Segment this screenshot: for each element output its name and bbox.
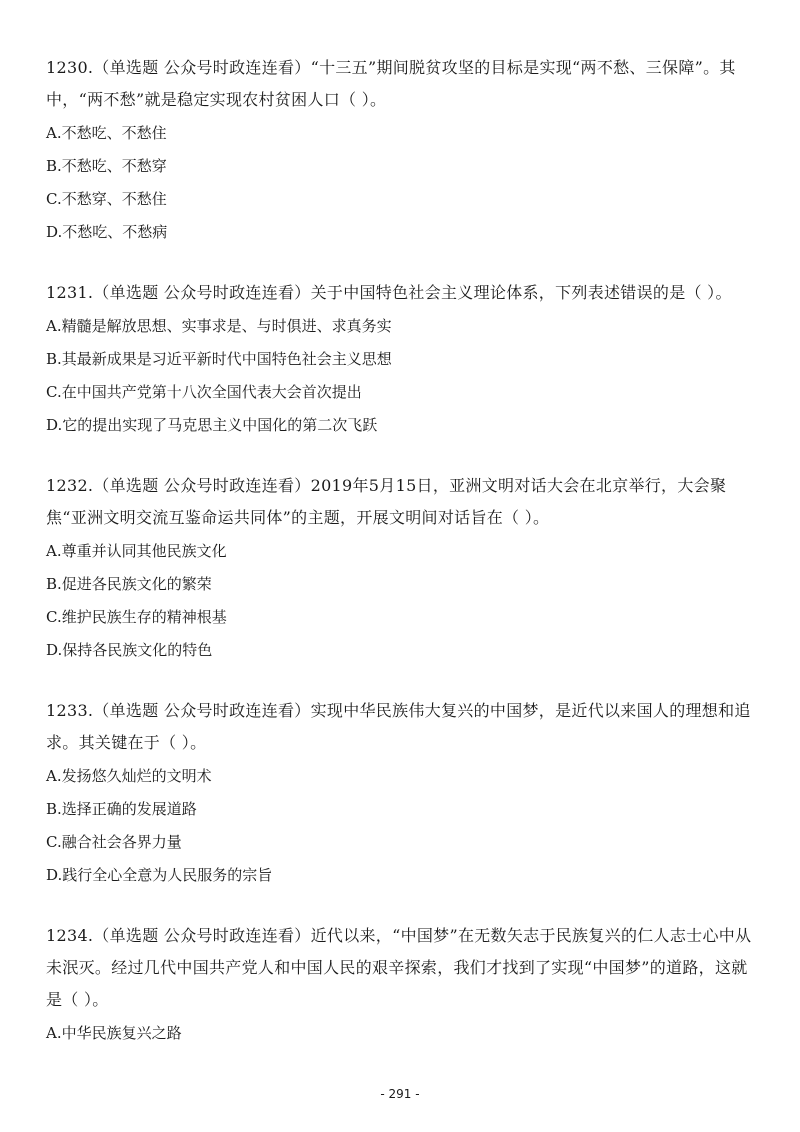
option-b: B.不愁吃、不愁穿 <box>46 157 167 175</box>
question-1232 <box>46 470 758 666</box>
option-b: B.选择正确的发展道路 <box>46 800 197 818</box>
page-number: - 291 - <box>380 1087 420 1101</box>
option-a: A.发扬悠久灿烂的文明术 <box>46 767 212 785</box>
option-d: D.保持各民族文化的特色 <box>46 641 213 659</box>
option-c: C.维护民族生存的精神根基 <box>46 608 227 626</box>
option-a: A.不愁吃、不愁住 <box>46 124 167 142</box>
question-stem: 1234.（单选题 公众号时政连连看）近代以来，“中国梦”在无数矢志于民族复兴的仁人志士心中从未泯灭。经过几代中国共产党人和中国人民的艰辛探索，我们才找到了实现“中国梦”的道路，这就是（ ）。 <box>46 926 752 1009</box>
option-a: A.精髓是解放思想、实事求是、与时俱进、求真务实 <box>46 317 392 335</box>
option-c: C.融合社会各界力量 <box>46 833 182 851</box>
option-b: B.促进各民族文化的繁荣 <box>46 575 212 593</box>
question-stem: 1232.（单选题 公众号时政连连看）2019年5月15日，亚洲文明对话大会在北京举行，大会聚焦“亚洲文明交流互鉴命运共同体”的主题，开展文明间对话旨在（ ）。 <box>46 476 727 527</box>
question-1233 <box>46 695 758 891</box>
question-stem: 1230.（单选题 公众号时政连连看）“十三五”期间脱贫攻坚的目标是实现“两不愁、三保障”。其中，“两不愁”就是稳定实现农村贫困人口（ ）。 <box>46 58 736 109</box>
question-spacer <box>46 248 758 277</box>
question-1231 <box>46 277 758 441</box>
question-1234 <box>46 920 758 1049</box>
option-c: C.在中国共产党第十八次全国代表大会首次提出 <box>46 383 362 401</box>
option-b: B.其最新成果是习近平新时代中国特色社会主义思想 <box>46 350 392 368</box>
option-d: D.不愁吃、不愁病 <box>46 223 168 241</box>
question-spacer <box>46 441 758 470</box>
question-stem: 1231.（单选题 公众号时政连连看）关于中国特色社会主义理论体系，下列表述错误的是（ ）。 <box>46 283 732 302</box>
question-1230 <box>46 52 758 248</box>
document-page <box>46 52 758 1049</box>
option-d: D.它的提出实现了马克思主义中国化的第二次飞跃 <box>46 416 378 434</box>
question-stem: 1233.（单选题 公众号时政连连看）实现中华民族伟大复兴的中国梦，是近代以来国人的理想和追求。其关键在于（ ）。 <box>46 701 751 752</box>
option-a: A.尊重并认同其他民族文化 <box>46 542 227 560</box>
question-spacer <box>46 666 758 695</box>
option-a: A.中华民族复兴之路 <box>46 1024 182 1042</box>
question-spacer <box>46 891 758 920</box>
option-c: C.不愁穿、不愁住 <box>46 190 167 208</box>
option-d: D.践行全心全意为人民服务的宗旨 <box>46 866 273 884</box>
